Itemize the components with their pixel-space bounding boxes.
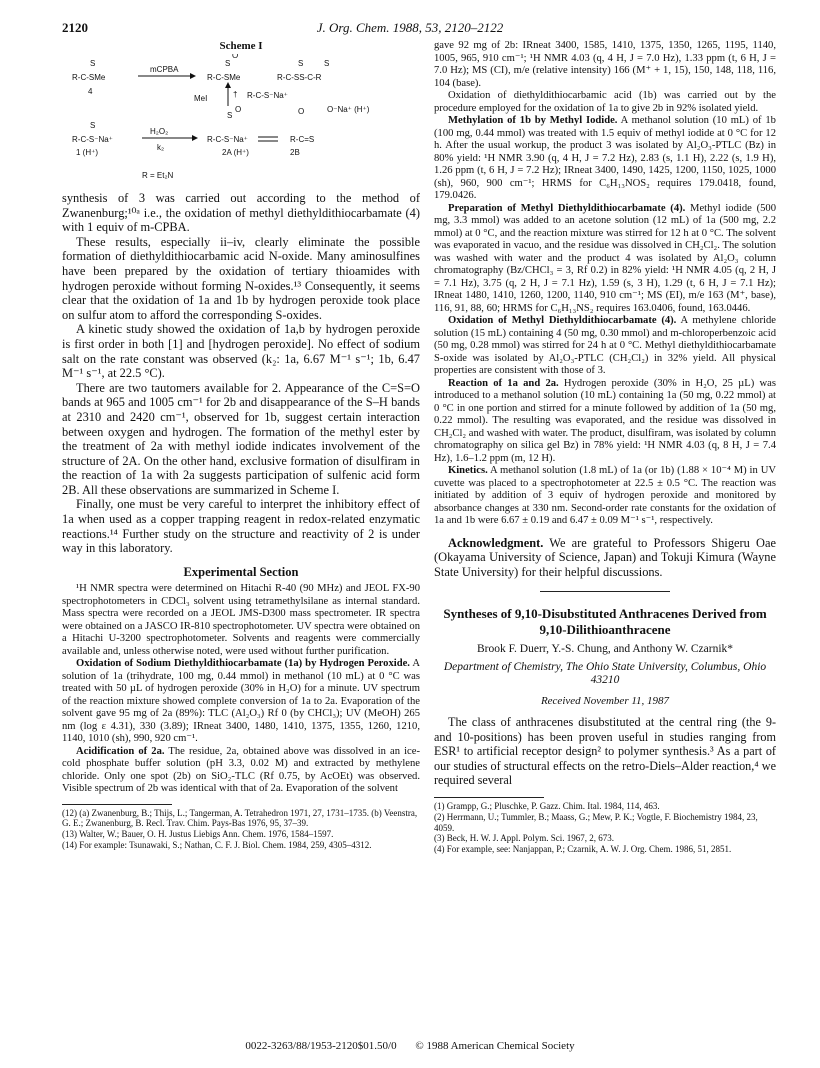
left-column — [62, 40, 420, 850]
run-in-heading: Oxidation of Methyl Diethyldithiocarbamate (4). — [448, 315, 677, 326]
paragraph — [434, 378, 776, 466]
scheme-dagger: † — [233, 90, 238, 99]
scheme-compound-2b: R-C=S — [290, 135, 315, 144]
paragraph-body: A methanol solution (10 mL) of 1b (100 mg, 0.44 mmol) was treated with 1.5 equiv of methyl iodide at 0 °C for 12 h. After the usual workup, the product 3 was isolated by Al₂O₃-PTLC (Bz) in 80% yield: ¹H NMR 3.90 (q, 4 H, J = 7.2 Hz), 2.83 (s, 1.1 H), 2.22 (s, 1.9 H), 1.26 ppm (t, 6 H, J = 7.2 Hz); IRneat 3400, 1490, 1425, 1200, 1150, 1025, 1000 (sh), 960, 900 cm⁻¹; HRMS for C₆H₁₃NOS₂ requires 179.0418, found, 179.0426. — [434, 115, 776, 201]
run-in-heading: Oxidation of Sodium Diethyldithiocarbamate (1a) by Hydrogen Peroxide. — [76, 658, 410, 670]
article-affiliation: Department of Chemistry, The Ohio State University, Columbus, Ohio 43210 — [443, 660, 767, 686]
paragraph: Oxidation of diethyldithiocarbamic acid (1b) was carried out by the procedure employed for the oxidation of 1a to give 2b in 92% isolated yield. — [434, 90, 776, 114]
footnote-rule — [62, 804, 172, 805]
article-authors: Brook F. Duerr, Y.-S. Chung, and Anthony W. Czarnik* — [476, 643, 734, 656]
right-column — [434, 40, 776, 854]
received-date: Received November 11, 1987 — [540, 694, 670, 707]
scheme-r-definition: R = Et₂N — [142, 171, 174, 180]
scheme-label-1: 1 (H⁺) — [76, 148, 98, 157]
page-footer — [0, 1040, 820, 1052]
scheme-atom: S — [298, 59, 304, 68]
scheme-anion: O⁻Na⁺ (H⁺) — [327, 105, 370, 114]
scheme-diagram — [62, 54, 420, 184]
footnote: (1) Grampp, G.; Pluschke, P. Gazz. Chim. Ital. 1984, 114, 463. — [434, 801, 660, 812]
scheme-atom: S — [90, 121, 96, 130]
paragraph-body: The residue, 2a, obtained above was dissolved in an ice-cold phosphate buffer solution (pH 3.3, 0.02 M) and extracted by methylene chloride. Only one spot (2b) on SiO₂-TLC (Rf 0.75, by AcOEt) was observed. Visible spectrum of 2b was identical with that of 2a. Evaporation of the solvent — [62, 745, 420, 795]
footnote: (14) For example: Tsunawaki, S.; Nathan, C. F. J. Biol. Chem. 1984, 259, 4305–4312. — [62, 839, 372, 850]
scheme-atom: S — [324, 59, 330, 68]
scheme-disulfiram: R-C-SS-C-R — [277, 73, 322, 82]
scheme-atom: O — [298, 107, 305, 116]
scheme-label-2a: 2A (H⁺) — [222, 148, 249, 157]
paragraph: There are two tautomers available for 2. Appearance of the C=S=O bands at 965 and 1005 cm⁻¹ for 2b and disappearance of the S–H bands at 2310 and 2420 cm⁻¹, observed for 1b, suggest certain interaction between oxygen and hydrogen. The formation of the methyl ester by the treatment of 2a with methyl iodide indicates involvement of the structure of 2A. On the other hand, exclusive formation of disulfiram in the reaction of 1a with 2a suggests participation of sulfenic acid form 2B. All these observations are summarized in Scheme I. — [62, 380, 420, 497]
paragraph-body: A methanol solution (1.8 mL) of 1a (or 1b) (1.88 × 10⁻⁴ M) in UV cuvette was placed to a spectrophotometer at 22.5 ± 0.5 °C. The reaction was initiated by addition of 3 equiv of hydrogen peroxide and monitored by absorbance changes at 330 nm. Second-order rate constants for the oxidation of 1a and 1b were 6.67 ± 0.19 and 6.47 ± 0.09 M⁻¹ s⁻¹, respectively. — [434, 465, 776, 526]
paragraph — [434, 465, 776, 528]
scheme-label-2b: 2B — [290, 148, 300, 157]
footnotes — [434, 801, 776, 854]
scheme-salt: R-C-S⁻Na⁺ — [247, 91, 288, 100]
paragraph — [62, 746, 420, 796]
scheme-title: Scheme I — [219, 40, 263, 52]
page-number: 2120 — [62, 20, 88, 35]
run-in-heading: Kinetics. — [448, 465, 488, 476]
scheme-atom: O — [235, 105, 242, 114]
scheme-compound-1: R-C-S⁻Na⁺ — [72, 135, 113, 144]
paragraph-body: Hydrogen peroxide (30% in H₂O, 25 µL) was introduced to a methanol solution (10 mL) containing 1a (50 mg, 0.22 mmol) at 0 °C in one portion and stirred for a minute followed by addition of 1a (50 mg, 0.22 mmol). The resulting was evaporated, and the residue was dissolved in CH₂Cl₂ and washed with water. The product, disulfiram, was isolated by column chromatography on silica gel Bz) in 78% yield: ¹H NMR 4.03 (q, 8 H, J = 7.4 Hz), 1.6–1.2 ppm (m, 12 H). — [434, 377, 777, 464]
scheme-rate: k₂ — [157, 143, 165, 152]
journal-citation: J. Org. Chem. 1988, 53, 2120–2122 — [316, 20, 504, 35]
footnote: (2) Herrmann, U.; Tummler, B.; Maass, G.; Mew, P. K.; Vogtle, F. Biochemistry 1984, 23, 4059. — [434, 811, 758, 833]
paragraph-body: A solution of 1a (trihydrate, 100 mg, 0.44 mmol) in methanol (10 mL) at 0 °C was treated with 50 µL of hydrogen peroxide (30% in H₂O) for a minute. UV spectrum of the reaction mixture showed complete conversion of 1a to 2a. Evaporation of the solvent gave 95 mg of 2a (89%): TLC (Al₂O₃) Rf 0 (by CHCl₃); UV (MeOH) 265 nm (log ε 4.31), 330 (3.89); IRneat 3400, 1480, 1410, 1375, 1355, 1260, 1210, 1140, 1010 (sh), 990, 920 cm⁻¹. — [62, 658, 420, 745]
article-title: Syntheses of 9,10-Disubstituted Anthracenes Derived from 9,10-Dilithioanthracene — [443, 606, 767, 637]
paragraph: A kinetic study showed the oxidation of 1a,b by hydrogen peroxide is first order in both [1] and [hydrogen peroxide]. No effect of sodium salt on the rate constant was observed (k₂: 1a, 6.67 M⁻¹ s⁻¹; 1b, 6.47 M⁻¹ s⁻¹, at 22.5 °C). — [62, 322, 420, 381]
footnote: (3) Beck, H. W. J. Appl. Polym. Sci. 1967, 2, 673. — [434, 833, 615, 844]
run-in-heading: Reaction of 1a and 2a. — [448, 377, 559, 389]
scheme-compound-3: R-C-SMe — [207, 73, 241, 82]
page-header — [0, 20, 820, 38]
scheme-compound-4: R-C-SMe — [72, 73, 106, 82]
article-divider — [540, 591, 670, 592]
scheme-atom: S — [225, 59, 231, 68]
scheme-reagent: mCPBA — [150, 65, 179, 74]
paragraph-body: We are grateful to Professors Shigeru Oae (Okayama University of Science, Japan) and Tokuji Kimura (Wayne State University) for their helpful discussions. — [434, 535, 776, 579]
section-heading: Experimental Section — [183, 564, 299, 579]
footnote: (4) For example, see: Nanjappan, P.; Czarnik, A. W. J. Org. Chem. 1986, 51, 2851. — [434, 843, 732, 854]
scheme-reagent: H₂O₂ — [150, 127, 169, 136]
scheme-arrowhead — [192, 135, 198, 141]
paragraph: gave 92 mg of 2b: IRneat 3400, 1585, 1410, 1375, 1350, 1265, 1195, 1140, 1005, 965, 910 cm⁻¹; ¹H NMR 4.03 (q, 4 H, J = 7.0 Hz), 1.33 ppm (t, 6 H, J = 7.0 Hz); MS (CI), m/e (relative intensity) 166 (M⁺ + 1, 15), 150, 148, 118, 116, 104 (base). — [434, 40, 776, 89]
paragraph: Finally, one must be very careful to interpret the inhibitory effect of 1a when used as a copper trapping reagent in redox-related enzymatic reactions.¹⁴ Further study on the structure and reactivity of 2 is under way in this laboratory. — [62, 497, 420, 556]
footnote-rule — [434, 797, 544, 798]
scheme-label-4: 4 — [88, 87, 93, 96]
copyright-code: 0022-3263/88/1953-2120$01.50/0 — [245, 1040, 397, 1052]
acknowledgment — [434, 536, 776, 580]
run-in-heading: Acidification of 2a. — [76, 745, 165, 757]
paragraph — [434, 203, 776, 316]
scheme-arrowhead — [225, 82, 231, 88]
paragraph-body: A methylene chloride solution (15 mL) containing 4 (50 mg, 0.30 mmol) and m-chloroperbenzoic acid (50 mg, 0.28 mmol) was stirred for 24 h at 0 °C. Methyl diethyldithiocarbamate S-oxide was isolated by Al₂O₃-PTLC (CH₂Cl₂) in 32% yield. All physical properties are consistent with those of 3. — [434, 315, 776, 376]
paragraph: The class of anthracenes disubstituted at the central ring (the 9- and 10-positions) has been proven useful in studies ranging from ESR¹ to artificial receptor design² to polymer synthesis.³ As a part of our studies of structural effects on the retro-Diels–Alder reaction,⁴ we required several — [434, 715, 776, 787]
run-in-heading: Methylation of 1b by Methyl Iodide. — [448, 115, 618, 126]
paragraph: ¹H NMR spectra were determined on Hitachi R-40 (90 MHz) and JEOL FX-90 spectrophotometers in CDCl₃ solvent using tetramethylsilane as internal standard. Mass spectra were recorded on a JEOL JMS-D300 mass spectrometer. IR spectra were obtained on a JASCO IR-810 spectrophotometer. UV spectra were obtained on a Hitachi U-3200 spectrophotometer. Solvents and reagents were commercially available and, unless otherwise noted, were used without further purification. — [62, 583, 420, 657]
footnote: (13) Walter, W.; Bauer, O. H. Justus Liebigs Ann. Chem. 1976, 1584–1597. — [62, 829, 334, 840]
footnotes — [62, 808, 420, 850]
scheme-atom: O — [232, 54, 239, 60]
copyright-notice: © 1988 American Chemical Society — [415, 1040, 575, 1052]
scheme-atom: S — [227, 111, 233, 120]
paragraph: synthesis of 3 was carried out according to the method of Zwanenburg;¹⁰ᵃ i.e., the oxidation of methyl diethyldithiocarbamate (4) with 1 equiv of m-CPBA. — [62, 191, 420, 235]
run-in-heading: Acknowledgment. — [448, 535, 544, 550]
paragraph — [434, 115, 776, 203]
paragraph-body: Methyl iodide (500 mg, 3.3 mmol) was added to an acetone solution (12 mL) of 1a (500 mg, 2.2 mmol) at 0 °C, and the reaction mixture was stirred for 12 h at 0 °C. The solvent was evaporated in vacuo, and the residue was dissolved in CH₂Cl₂. The solution was washed with water and the product 4 was isolated by Al₂O₃ column chromatography (Bz/CHCl₃ = 3, Rf 0.2) in 82% yield: ¹H NMR 4.05 (q, 2 H, J = 7.1 Hz), 3.75 (q, 2 H, J = 7.1 Hz), 1.59 (s, 3 H), 1.29 (t, 6 H, J = 7.1 Hz); IRneat 1480, 1410, 1260, 1200, 1140, 910 cm⁻¹; MS (EI), m/e 163 (M⁺, base), 116, 91, 88, 60; HRMS for C₆H₁₃NS₂ requires 163.0406, found, 163.0446. — [434, 202, 776, 314]
scheme-atom: S — [90, 59, 96, 68]
paragraph: These results, especially ii–iv, clearly eliminate the possible formation of diethyldithiocarbamic acid N-oxide. Many aminosulfines have been prepared by the oxidation of tertiary thioamides with hydrogen peroxide without forming N-oxides.¹³ Consequently, it seems clear that the oxidation of 1a and 1b by hydrogen peroxide took place on sulfur atom to afford the corresponding S-oxides. — [62, 234, 420, 322]
scheme-arrowhead — [190, 73, 196, 79]
scheme-i — [62, 40, 420, 185]
run-in-heading: Preparation of Methyl Diethyldithiocarbamate (4). — [448, 202, 686, 214]
footnote: (12) (a) Zwanenburg, B.; Thijs, L.; Tangerman, A. Tetrahedron 1971, 27, 1731–1735. (b) Veenstra, G. E.; Zwanenburg, B. Recl. Trav. Chim. Pays-Bas 1976, 95, 37–39. — [62, 807, 418, 829]
paragraph — [434, 315, 776, 378]
paragraph — [62, 658, 420, 746]
scheme-compound-2a: R-C-S⁻Na⁺ — [207, 135, 248, 144]
scheme-reagent: MeI — [194, 94, 208, 103]
